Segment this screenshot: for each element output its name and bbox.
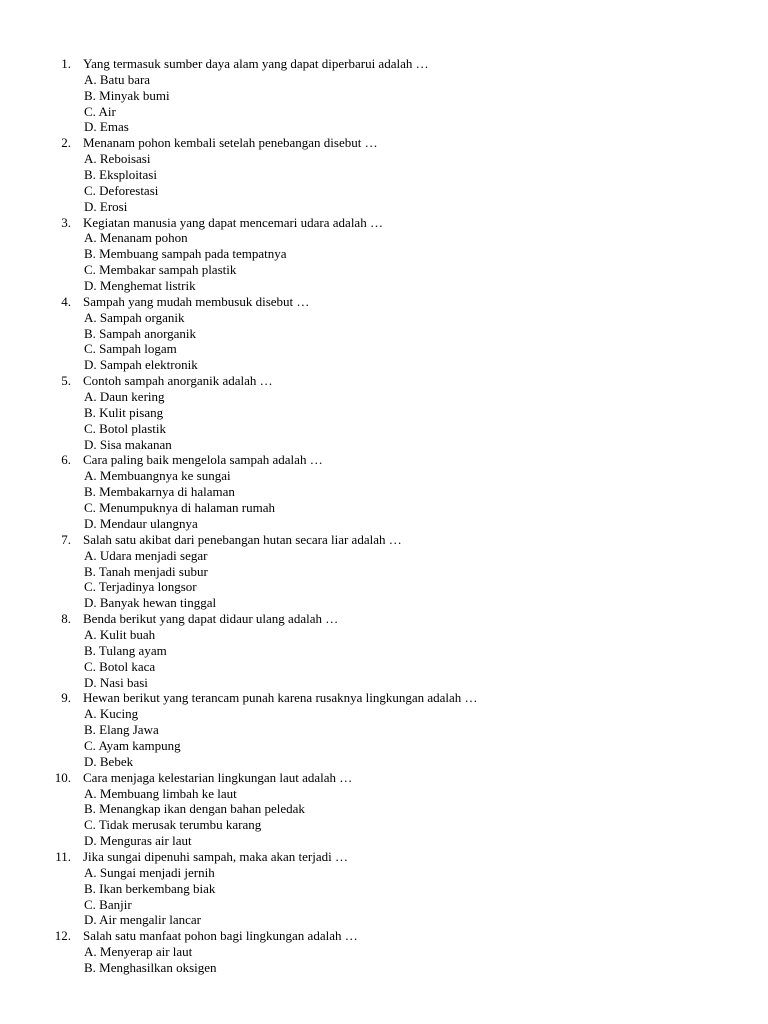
question-item — [0, 532, 768, 611]
question-number: 12. — [54, 928, 71, 944]
question-item — [0, 56, 768, 135]
question-text: Menanam pohon kembali setelah penebangan disebut … — [83, 135, 378, 151]
question-line — [0, 215, 768, 231]
question-item — [0, 452, 768, 531]
question-text: Cara paling baik mengelola sampah adalah … — [83, 452, 323, 468]
question-line — [0, 135, 768, 151]
answer-option: A. Menyerap air laut — [84, 944, 193, 960]
question-item — [0, 690, 768, 769]
answer-option: B. Membuang sampah pada tempatnya — [84, 246, 287, 262]
answer-option: B. Menghasilkan oksigen — [84, 959, 217, 975]
answer-option: D. Menghemat listrik — [84, 278, 196, 294]
question-text: Benda berikut yang dapat didaur ulang adalah … — [83, 611, 339, 627]
answer-option: B. Membakarnya di halaman — [84, 484, 235, 500]
question-text: Contoh sampah anorganik adalah … — [83, 373, 273, 389]
question-text: Cara menjaga kelestarian lingkungan laut adalah … — [83, 769, 353, 785]
answer-option: C. Deforestasi — [84, 182, 159, 198]
answer-option: A. Daun kering — [84, 389, 165, 405]
answer-option: C. Sampah logam — [84, 341, 177, 357]
question-item — [0, 294, 768, 373]
answer-option: D. Sisa makanan — [84, 436, 172, 452]
answer-option: D. Banyak hewan tinggal — [84, 595, 217, 611]
answer-option: C. Membakar sampah plastik — [84, 262, 237, 278]
question-number: 7. — [61, 531, 71, 547]
answer-option: C. Botol kaca — [84, 658, 156, 674]
question-line — [0, 294, 768, 310]
question-item — [0, 215, 768, 294]
answer-option: A. Kulit buah — [84, 626, 156, 642]
question-text: Jika sungai dipenuhi sampah, maka akan terjadi … — [83, 848, 348, 864]
question-text: Sampah yang mudah membusuk disebut … — [83, 293, 310, 309]
question-item — [0, 928, 768, 976]
question-line — [0, 849, 768, 865]
question-number: 2. — [61, 135, 71, 151]
question-number: 3. — [61, 214, 71, 230]
answer-option: D. Nasi basi — [84, 674, 148, 690]
answer-option: B. Elang Jawa — [84, 722, 159, 738]
question-item — [0, 135, 768, 214]
answer-option: C. Tidak merusak terumbu karang — [84, 817, 262, 833]
question-number: 5. — [61, 373, 71, 389]
answer-option: A. Membuangnya ke sungai — [84, 468, 231, 484]
question-number: 10. — [54, 769, 71, 785]
question-item — [0, 611, 768, 690]
answer-option: A. Udara menjadi segar — [84, 547, 208, 563]
question-number: 1. — [61, 56, 71, 71]
question-line — [0, 56, 768, 72]
question-sheet — [0, 56, 768, 976]
answer-option: D. Emas — [84, 119, 129, 135]
question-number: 11. — [55, 848, 71, 864]
answer-option: D. Erosi — [84, 198, 128, 214]
answer-option: D. Mendaur ulangnya — [84, 515, 198, 531]
question-line — [0, 373, 768, 389]
answer-option: C. Air — [84, 103, 116, 119]
answer-option: D. Bebek — [84, 753, 134, 769]
question-line — [0, 770, 768, 786]
question-line — [0, 928, 768, 944]
answer-option: B. Sampah anorganik — [84, 325, 197, 341]
question-line — [0, 532, 768, 548]
question-item — [0, 770, 768, 849]
answer-option: D. Sampah elektronik — [84, 357, 198, 373]
question-line — [0, 611, 768, 627]
answer-option: A. Sampah organik — [84, 309, 185, 325]
answer-option: C. Botol plastik — [84, 420, 166, 436]
question-number: 8. — [61, 611, 71, 627]
answer-option: A. Membuang limbah ke laut — [84, 785, 237, 801]
question-text: Hewan berikut yang terancam punah karena rusaknya lingkungan adalah … — [83, 690, 478, 706]
question-text: Kegiatan manusia yang dapat mencemari udara adalah … — [83, 214, 383, 230]
answer-option: A. Reboisasi — [84, 151, 151, 167]
answer-option: C. Banjir — [84, 896, 132, 912]
question-item — [0, 373, 768, 452]
answer-option: B. Ikan berkembang biak — [84, 880, 216, 896]
question-number: 9. — [61, 690, 71, 706]
question-text: Salah satu manfaat pohon bagi lingkungan adalah … — [83, 928, 358, 944]
answer-option: B. Tulang ayam — [84, 642, 167, 658]
answer-option: A. Batu bara — [84, 71, 151, 87]
answer-option: A. Menanam pohon — [84, 230, 188, 246]
question-list — [0, 56, 768, 976]
question-line — [0, 690, 768, 706]
answer-option: D. Menguras air laut — [84, 833, 192, 849]
answer-option: A. Sungai menjadi jernih — [84, 864, 215, 880]
answer-option: B. Eksploitasi — [84, 167, 157, 183]
question-text: Salah satu akibat dari penebangan hutan secara liar adalah … — [83, 531, 402, 547]
answer-option: B. Kulit pisang — [84, 404, 164, 420]
question-number: 4. — [61, 293, 71, 309]
question-number: 6. — [61, 452, 71, 468]
question-text: Yang termasuk sumber daya alam yang dapat diperbarui adalah … — [83, 56, 429, 71]
answer-option: A. Kucing — [84, 706, 139, 722]
answer-option: D. Air mengalir lancar — [84, 912, 201, 928]
question-item — [0, 849, 768, 928]
answer-option: B. Minyak bumi — [84, 87, 170, 103]
answer-option: B. Menangkap ikan dengan bahan peledak — [84, 801, 305, 817]
question-line — [0, 452, 768, 468]
answer-option: B. Tanah menjadi subur — [84, 563, 208, 579]
answer-option: C. Terjadinya longsor — [84, 579, 197, 595]
answer-option: C. Ayam kampung — [84, 737, 181, 753]
answer-option: C. Menumpuknya di halaman rumah — [84, 500, 275, 516]
